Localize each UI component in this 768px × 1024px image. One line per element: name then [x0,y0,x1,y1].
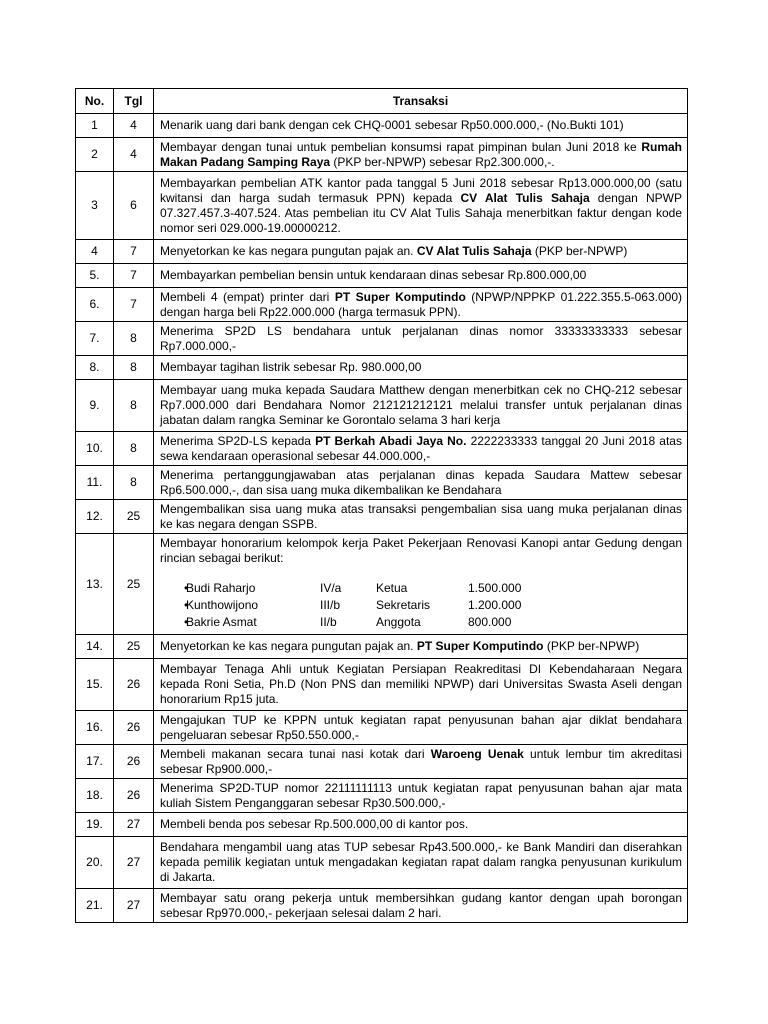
entity-name: CV Alat Tulis Sahaja [416,244,532,258]
transaction-text [160,891,682,921]
transaction-text [160,290,682,320]
row-number: 9. [76,380,114,432]
text-segment: Menerima SP2D LS bendahara untuk perjalanan dinas nomor 33333333333 sebesar Rp7.000.000,- [160,323,682,353]
member-role: Ketua [376,580,408,595]
row-date: 26 [114,779,154,813]
text-segment: Mengembalikan sisa uang muka atas transaksi pengembalian sisa uang muka perjalanan dinas ke kas negara dengan SSPB. [160,501,682,531]
row-transaction [154,779,688,813]
text-segment: Mengajukan TUP ke KPPN untuk kegiatan rapat penyusunan bahan ajar diklat bendahara pengeluaran sebesar Rp50.550.000,- [160,712,682,742]
list-item [160,597,682,614]
row-transaction [154,322,688,356]
table-row [76,534,688,635]
row-number: 14. [76,635,114,659]
row-transaction [154,288,688,322]
row-transaction [154,138,688,172]
row-date: 25 [114,534,154,635]
row-number: 11. [76,466,114,500]
table-row [76,264,688,288]
table-row [76,322,688,356]
transaction-text [160,268,682,283]
header-tgl: Tgl [114,89,154,114]
table-row [76,380,688,432]
entity-name: Waroeng Uenak [430,746,524,761]
table-row [76,813,688,837]
entity-name: PT Berkah Abadi Jaya No. [315,433,467,448]
transaction-text [160,817,682,832]
honorarium-list [160,580,682,631]
row-transaction [154,711,688,745]
member-role: Anggota [376,614,421,629]
transaction-text [160,383,682,428]
row-date: 7 [114,288,154,322]
row-number: 13. [76,534,114,635]
transaction-text [160,360,682,375]
text-segment: Menarik uang dari bank dengan cek CHQ-0001 sebesar Rp50.000.000,- (No.Bukti 101) [160,118,624,132]
text-segment: Membayar satu orang pekerja untuk membersihkan gudang kantor dengan upah borongan sebesar Rp970.000,- pekerjaan selesai dalam 2 hari. [160,890,682,920]
member-name: Budi Raharjo [186,580,256,595]
table-row [76,172,688,240]
row-date: 25 [114,635,154,659]
text-segment: Membeli makanan secara tunai nasi kotak dari [160,746,431,761]
table-row [76,466,688,500]
row-transaction [154,240,688,264]
table-row [76,432,688,466]
member-name: Bakrie Asmat [186,614,257,629]
list-item [160,614,682,631]
row-number: 3 [76,172,114,240]
header-transaksi: Transaksi [154,89,688,114]
entity-name: CV Alat Tulis Sahaja [460,190,590,205]
row-number: 6. [76,288,114,322]
table-row [76,745,688,779]
text-segment: Menerima pertanggungjawaban atas perjalanan dinas kepada Saudara Mattew sebesar Rp6.500.000,-, dan sisa uang muka dikembalikan ke Bendahara [160,467,682,497]
text-segment: Membayarkan pembelian bensin untuk kendaraan dinas sebesar Rp.800.000,00 [160,268,587,282]
row-date: 4 [114,114,154,138]
text-segment: Membeli benda pos sebesar Rp.500.000,00 di kantor pos. [160,817,469,831]
transaction-text [160,140,682,170]
transaction-text [160,434,682,464]
member-name: Kunthowijono [186,597,259,612]
text-segment: dengan NPWP 07.327.457.3-407.524. Atas pembelian itu CV Alat Tulis Sahaja menerbitkan faktur dengan kode nomor seri 029.000-19.00000212. [160,190,682,235]
member-rank: III/b [320,597,341,612]
row-transaction [154,264,688,288]
transaction-text [160,468,682,498]
transaction-text [160,324,682,354]
row-number: 8. [76,356,114,380]
table-row [76,500,688,534]
bullet-icon [160,598,186,613]
row-date: 27 [114,837,154,889]
row-number: 17. [76,745,114,779]
text-segment: Membeli 4 (empat) printer dari [160,289,335,304]
table-row [76,114,688,138]
transaction-text [160,662,682,707]
member-role: Sekretaris [376,597,431,612]
row-transaction [154,432,688,466]
text-segment: Membayarkan pembelian ATK kantor pada tanggal 5 Juni 2018 sebesar Rp13.000.000,00 (satu kwitansi dan harga sudah termasuk PPN) kepada [160,175,682,205]
row-transaction [154,659,688,711]
row-date: 25 [114,500,154,534]
transaction-text [160,713,682,743]
text-segment: Membayar Tenaga Ahli untuk Kegiatan Persiapan Reakreditasi DI Kebendaharaan Negara kepada Roni Setia, Ph.D (Non PNS dan memiliki NPWP) dari Universitas Swasta Aseli dengan honorarium Rp15 juta. [160,662,682,706]
bullet-icon [160,615,186,630]
transaction-text [160,502,682,532]
row-transaction [154,745,688,779]
row-date: 7 [114,240,154,264]
row-transaction [154,114,688,138]
row-transaction [154,813,688,837]
row-number: 12. [76,500,114,534]
row-transaction [154,889,688,923]
table-row [76,356,688,380]
text-segment: Membayar honorarium kelompok kerja Paket Pekerjaan Renovasi Kanopi antar Gedung dengan rincian sebagai berikut: [160,535,682,565]
row-date: 26 [114,745,154,779]
row-transaction [154,534,688,635]
header-no: No. [76,89,114,114]
row-date: 8 [114,356,154,380]
row-number: 1 [76,114,114,138]
row-number: 5. [76,264,114,288]
row-date: 8 [114,380,154,432]
header-row [76,89,688,114]
row-number: 15. [76,659,114,711]
list-item [160,580,682,597]
row-transaction [154,380,688,432]
text-segment: 2222233333 tanggal 20 Juni 2018 atas sewa kendaraan operasional sebesar 44.000.000,- [160,433,682,463]
row-date: 4 [114,138,154,172]
member-amount: 1.200.000 [468,597,522,612]
row-number: 7. [76,322,114,356]
text-segment: Bendahara mengambil uang atas TUP sebesar Rp43.500.000,- ke Bank Mandiri dan diserahkan kepada pemilik kegiatan untuk mengadakan kegiatan rapat dalam rangka penyusunan kurikulum di Jakarta. [160,840,682,884]
row-number: 2 [76,138,114,172]
row-date: 27 [114,889,154,923]
transaction-text [160,176,682,236]
text-segment: Membayar dengan tunai untuk pembelian konsumsi rapat pimpinan bulan Juni 2018 ke [160,139,642,154]
transaction-text [160,536,682,566]
text-segment: Menerima SP2D-LS kepada [160,433,316,448]
row-number: 20. [76,837,114,889]
transaction-text [160,747,682,777]
row-transaction [154,466,688,500]
bullet-icon [160,581,186,596]
row-date: 6 [114,172,154,240]
member-amount: 800.000 [468,614,512,629]
row-transaction [154,635,688,659]
table-row [76,138,688,172]
table-row [76,779,688,813]
entity-name: Rumah Makan Padang Samping Raya [160,139,682,169]
table-row [76,837,688,889]
text-segment: Membayar uang muka kepada Saudara Matthew dengan menerbitkan cek no CHQ-212 sebesar Rp7.000.000 dari Bendahara Nomor 212121212121 melalui transfer untuk perjalanan dinas jabatan dalam rangka Seminar ke Gorontalo selama 3 hari kerja [160,383,682,427]
text-segment: Menyetorkan ke kas negara pungutan pajak an. [160,244,417,258]
transaction-text [160,639,682,654]
row-date: 26 [114,711,154,745]
text-segment: untuk lembur tim akreditasi sebesar Rp900.000,- [160,746,682,776]
row-number: 4 [76,240,114,264]
row-transaction [154,356,688,380]
row-date: 8 [114,432,154,466]
row-date: 26 [114,659,154,711]
entity-name: PT Super Komputindo [416,639,544,653]
row-number: 10. [76,432,114,466]
row-number: 16. [76,711,114,745]
text-segment: (PKP ber-NPWP) [543,639,640,653]
row-date: 8 [114,466,154,500]
member-amount: 1.500.000 [468,580,522,595]
transaction-table [75,88,688,923]
table-row [76,288,688,322]
member-rank: II/b [320,614,337,629]
row-date: 27 [114,813,154,837]
table-row [76,711,688,745]
row-transaction [154,500,688,534]
row-date: 7 [114,264,154,288]
table-row [76,659,688,711]
transaction-text [160,244,682,259]
transaction-text [160,840,682,885]
transaction-text [160,781,682,811]
row-transaction [154,837,688,889]
text-segment: (NPWP/NPPKP 01.222.355.5-063.000) dengan harga beli Rp22.000.000 (harga termasuk PPN). [160,289,683,319]
text-segment: (PKP ber-NPWP) sebesar Rp2.300.000,-. [330,154,555,169]
row-number: 18. [76,779,114,813]
table-row [76,889,688,923]
transaction-text [160,118,682,133]
text-segment: Menerima SP2D-TUP nomor 22111111113 untuk kegiatan rapat penyusunan bahan ajar mata kuliah Sistem Penganggaran sebesar Rp30.500.000,- [160,780,682,810]
row-transaction [154,172,688,240]
table-row [76,240,688,264]
member-rank: IV/a [320,580,342,595]
text-segment: (PKP ber-NPWP) [531,244,628,258]
entity-name: PT Super Komputindo [334,289,466,304]
row-number: 21. [76,889,114,923]
table-row [76,635,688,659]
table-body [76,114,688,923]
row-number: 19. [76,813,114,837]
row-date: 8 [114,322,154,356]
text-segment: Menyetorkan ke kas negara pungutan pajak an. [160,639,417,653]
text-segment: Membayar tagihan listrik sebesar Rp. 980.000,00 [160,360,422,374]
